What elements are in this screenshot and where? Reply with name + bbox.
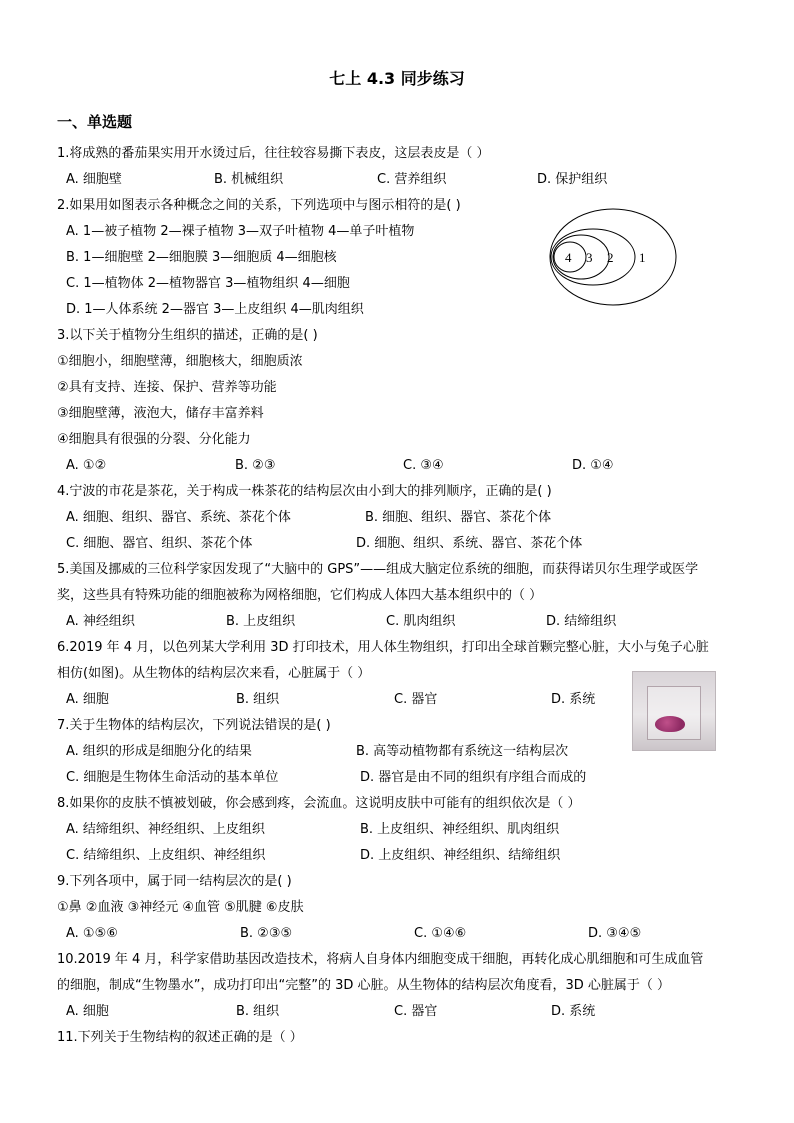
- question-10-option-a: A. 细胞: [66, 1004, 109, 1019]
- question-3-statement-3: ③细胞壁薄，液泡大，储存丰富养料: [57, 406, 264, 421]
- question-9-option-a: A. ①⑤⑥: [66, 926, 118, 941]
- question-5-stem-line-2: 奖，这些具有特殊功能的细胞被称为网格细胞，它们构成人体四大基本组织中的（ ）: [57, 588, 543, 603]
- question-7-stem: 7.关于生物体的结构层次，下列说法错误的是( ): [57, 718, 331, 733]
- question-5-option-c: C. 肌肉组织: [386, 614, 456, 629]
- question-9-option-d: D. ③④⑤: [588, 926, 642, 941]
- nested-circles-diagram: [548, 207, 678, 307]
- question-3-stem: 3.以下关于植物分生组织的描述，正确的是( ): [57, 328, 318, 343]
- section-heading: 一、单选题: [57, 113, 133, 131]
- question-9-option-c: C. ①④⑥: [414, 926, 467, 941]
- question-8-option-b: B. 上皮组织、神经组织、肌肉组织: [360, 822, 560, 837]
- question-2-option-c: C. 1—植物体 2—植物器官 3—植物组织 4—细胞: [66, 276, 350, 291]
- question-10-stem-line-1: 10.2019 年 4 月，科学家借助基因改造技术，将病人自身体内细胞变成干细胞，再转化成心肌细胞和可生成血管: [57, 952, 704, 967]
- question-4-option-a: A. 细胞、组织、器官、系统、茶花个体: [66, 510, 291, 525]
- question-10-option-b: B. 组织: [236, 1004, 280, 1019]
- question-4-option-c: C. 细胞、器官、组织、茶花个体: [66, 536, 253, 551]
- question-10-stem-line-2: 的细胞，制成“生物墨水”，成功打印出“完整”的 3D 心脏。从生物体的结构层次角度看，3D 心脏属于（ ）: [57, 978, 671, 993]
- diagram-label-3: 3: [586, 250, 593, 265]
- question-8-option-d: D. 上皮组织、神经组织、结缔组织: [360, 848, 561, 863]
- question-8-option-c: C. 结缔组织、上皮组织、神经组织: [66, 848, 266, 863]
- question-3-option-a: A. ①②: [66, 458, 107, 473]
- question-2-stem: 2.如果用如图表示各种概念之间的关系，下列选项中与图示相符的是( ): [57, 198, 461, 213]
- question-1-option-b: B. 机械组织: [214, 172, 284, 187]
- question-1-option-c: C. 营养组织: [377, 172, 447, 187]
- question-1-option-a: A. 细胞壁: [66, 172, 122, 187]
- question-1-stem: 1.将成熟的番茄果实用开水烫过后，往往较容易撕下表皮，这层表皮是（ ）: [57, 146, 490, 161]
- question-9-items: ①鼻 ②血液 ③神经元 ④血管 ⑤肌腱 ⑥皮肤: [57, 900, 304, 915]
- heart-image: [655, 716, 685, 732]
- question-2-option-b: B. 1—细胞壁 2—细胞膜 3—细胞质 4—细胞核: [66, 250, 337, 265]
- diagram-label-1: 1: [639, 250, 646, 265]
- question-6-stem-line-1: 6.2019 年 4 月，以色列某大学利用 3D 打印技术，用人体生物组织，打印出全球首颗完整心脏，大小与兔子心脏: [57, 640, 709, 655]
- question-6-stem-line-2: 相仿(如图)。从生物体的结构层次来看，心脏属于（ ）: [57, 666, 371, 681]
- question-7-option-d: D. 器官是由不同的组织有序组合而成的: [360, 770, 587, 785]
- question-6-option-c: C. 器官: [394, 692, 438, 707]
- diagram-label-4: 4: [565, 250, 572, 265]
- question-6-option-b: B. 组织: [236, 692, 280, 707]
- question-4-stem: 4.宁波的市花是茶花，关于构成一株茶花的结构层次由小到大的排列顺序，正确的是( ): [57, 484, 552, 499]
- question-1-option-d: D. 保护组织: [537, 172, 608, 187]
- question-3-option-d: D. ①④: [572, 458, 614, 473]
- question-6-option-a: A. 细胞: [66, 692, 109, 707]
- question-11-stem: 11.下列关于生物结构的叙述正确的是（ ）: [57, 1030, 303, 1045]
- question-10-option-c: C. 器官: [394, 1004, 438, 1019]
- question-2-option-d: D. 1—人体系统 2—器官 3—上皮组织 4—肌肉组织: [66, 302, 364, 317]
- question-9-stem: 9.下列各项中，属于同一结构层次的是( ): [57, 874, 292, 889]
- 3d-printed-heart-photo: [632, 671, 716, 751]
- question-3-option-c: C. ③④: [403, 458, 444, 473]
- question-5-option-a: A. 神经组织: [66, 614, 135, 629]
- question-3-statement-4: ④细胞具有很强的分裂、分化能力: [57, 432, 251, 447]
- question-3-statement-2: ②具有支持、连接、保护、营养等功能: [57, 380, 277, 395]
- question-7-option-c: C. 细胞是生物体生命活动的基本单位: [66, 770, 279, 785]
- question-2-option-a: A. 1—被子植物 2—裸子植物 3—双子叶植物 4—单子叶植物: [66, 224, 415, 239]
- question-8-stem: 8.如果你的皮肤不慎被划破，你会感到疼，会流血。这说明皮肤中可能有的组织依次是（ ）: [57, 796, 581, 811]
- question-10-option-d: D. 系统: [551, 1004, 596, 1019]
- question-3-option-b: B. ②③: [235, 458, 276, 473]
- question-7-option-a: A. 组织的形成是细胞分化的结果: [66, 744, 252, 759]
- question-4-option-d: D. 细胞、组织、系统、器官、茶花个体: [356, 536, 583, 551]
- question-4-option-b: B. 细胞、组织、器官、茶花个体: [365, 510, 552, 525]
- question-6-option-d: D. 系统: [551, 692, 596, 707]
- question-3-statement-1: ①细胞小，细胞壁薄，细胞核大，细胞质浓: [57, 354, 303, 369]
- question-5-stem-line-1: 5.美国及挪威的三位科学家因发现了“大脑中的 GPS”——组成大脑定位系统的细胞，而获得诺贝尔生理学或医学: [57, 562, 699, 577]
- question-5-option-d: D. 结缔组织: [546, 614, 617, 629]
- question-9-option-b: B. ②③⑤: [240, 926, 293, 941]
- question-7-option-b: B. 高等动植物都有系统这一结构层次: [356, 744, 569, 759]
- glass-container: [647, 686, 701, 740]
- page-title: 七上 4.3 同步练习: [329, 69, 465, 88]
- question-5-option-b: B. 上皮组织: [226, 614, 296, 629]
- diagram-label-2: 2: [607, 250, 614, 265]
- question-8-option-a: A. 结缔组织、神经组织、上皮组织: [66, 822, 265, 837]
